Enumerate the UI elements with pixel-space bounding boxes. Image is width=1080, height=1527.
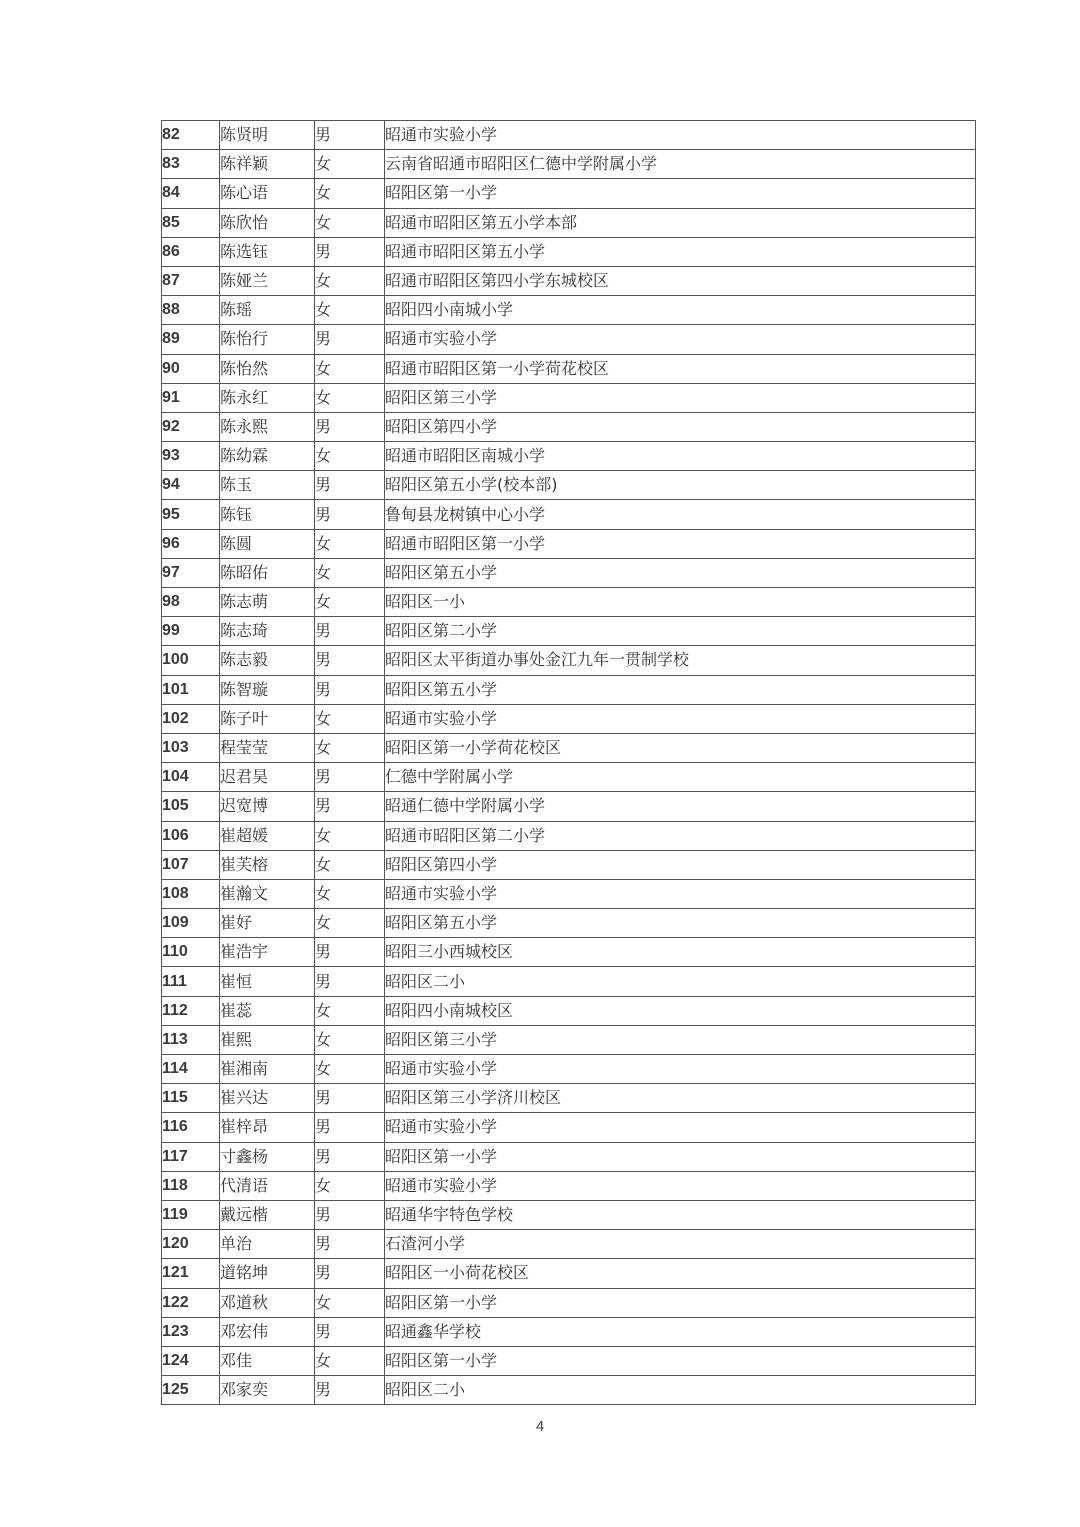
student-gender: 女 (315, 383, 385, 412)
table-row (162, 1259, 976, 1288)
student-school: 昭通市昭阳区第四小学东城校区 (385, 266, 976, 295)
row-number: 114 (162, 1055, 220, 1084)
student-gender: 男 (315, 646, 385, 675)
table-row (162, 1113, 976, 1142)
student-gender: 男 (315, 1259, 385, 1288)
table-row (162, 1025, 976, 1054)
student-school: 昭通市昭阳区第五小学本部 (385, 208, 976, 237)
student-school: 昭阳区第一小学 (385, 1142, 976, 1171)
row-number: 87 (162, 266, 220, 295)
student-school: 昭通市昭阳区第二小学 (385, 821, 976, 850)
table-row (162, 237, 976, 266)
row-number: 94 (162, 471, 220, 500)
student-school: 昭阳区第二小学 (385, 617, 976, 646)
student-school: 昭阳区第一小学荷花校区 (385, 733, 976, 762)
table-row (162, 1230, 976, 1259)
table-row (162, 850, 976, 879)
table-row (162, 412, 976, 441)
table-row (162, 763, 976, 792)
table-row (162, 296, 976, 325)
row-number: 84 (162, 179, 220, 208)
student-school: 昭通市实验小学 (385, 325, 976, 354)
student-name: 崔湘南 (220, 1055, 315, 1084)
table-row (162, 354, 976, 383)
student-gender: 男 (315, 617, 385, 646)
student-name: 陈幼霖 (220, 442, 315, 471)
student-school: 昭阳三小西城校区 (385, 938, 976, 967)
row-number: 121 (162, 1259, 220, 1288)
table-row (162, 1142, 976, 1171)
student-school: 昭阳区第五小学 (385, 909, 976, 938)
student-gender: 女 (315, 296, 385, 325)
student-school: 昭阳区太平街道办事处金江九年一贯制学校 (385, 646, 976, 675)
student-name: 崔浩宇 (220, 938, 315, 967)
row-number: 124 (162, 1346, 220, 1375)
row-number: 118 (162, 1171, 220, 1200)
student-name: 陈永熙 (220, 412, 315, 441)
student-gender: 女 (315, 1025, 385, 1054)
student-gender: 女 (315, 588, 385, 617)
row-number: 101 (162, 675, 220, 704)
table-row (162, 967, 976, 996)
table-row (162, 1317, 976, 1346)
student-gender: 男 (315, 412, 385, 441)
row-number: 120 (162, 1230, 220, 1259)
student-gender: 女 (315, 733, 385, 762)
student-school: 云南省昭通市昭阳区仁德中学附属小学 (385, 150, 976, 179)
row-number: 102 (162, 704, 220, 733)
student-school: 昭通市实验小学 (385, 1171, 976, 1200)
student-school: 昭通市昭阳区第五小学 (385, 237, 976, 266)
student-school: 昭通华宇特色学校 (385, 1200, 976, 1229)
row-number: 105 (162, 792, 220, 821)
student-name: 邓道秋 (220, 1288, 315, 1317)
student-gender: 男 (315, 1376, 385, 1405)
student-name: 陈玉 (220, 471, 315, 500)
row-number: 89 (162, 325, 220, 354)
row-number: 91 (162, 383, 220, 412)
table-row (162, 675, 976, 704)
table-row (162, 325, 976, 354)
student-gender: 男 (315, 1200, 385, 1229)
student-school: 昭通市实验小学 (385, 1113, 976, 1142)
row-number: 92 (162, 412, 220, 441)
table-row (162, 208, 976, 237)
student-name: 陈祥颖 (220, 150, 315, 179)
student-name: 崔好 (220, 909, 315, 938)
student-name: 陈怡行 (220, 325, 315, 354)
student-name: 陈子叶 (220, 704, 315, 733)
student-name: 陈志毅 (220, 646, 315, 675)
student-gender: 男 (315, 1317, 385, 1346)
student-school: 昭通市实验小学 (385, 1055, 976, 1084)
row-number: 93 (162, 442, 220, 471)
student-gender: 男 (315, 938, 385, 967)
student-gender: 女 (315, 909, 385, 938)
student-name: 陈瑶 (220, 296, 315, 325)
table-row (162, 1200, 976, 1229)
student-name: 陈钰 (220, 500, 315, 529)
row-number: 86 (162, 237, 220, 266)
roster-table-body (162, 121, 976, 1405)
row-number: 104 (162, 763, 220, 792)
student-name: 崔蕊 (220, 996, 315, 1025)
student-school: 昭通市实验小学 (385, 121, 976, 150)
student-gender: 女 (315, 442, 385, 471)
student-school: 昭阳区第五小学 (385, 558, 976, 587)
table-row (162, 500, 976, 529)
table-row (162, 996, 976, 1025)
row-number: 88 (162, 296, 220, 325)
row-number: 100 (162, 646, 220, 675)
student-school: 昭阳区第一小学 (385, 1288, 976, 1317)
student-school: 昭通仁德中学附属小学 (385, 792, 976, 821)
row-number: 119 (162, 1200, 220, 1229)
table-row (162, 150, 976, 179)
student-name: 陈智璇 (220, 675, 315, 704)
table-row (162, 1376, 976, 1405)
student-gender: 女 (315, 879, 385, 908)
student-school: 昭通市昭阳区第一小学荷花校区 (385, 354, 976, 383)
table-row (162, 792, 976, 821)
student-name: 单治 (220, 1230, 315, 1259)
student-school: 昭通市昭阳区南城小学 (385, 442, 976, 471)
table-row (162, 471, 976, 500)
student-school: 昭通市昭阳区第一小学 (385, 529, 976, 558)
student-name: 陈心语 (220, 179, 315, 208)
table-row (162, 588, 976, 617)
student-school: 昭阳区第五小学(校本部) (385, 471, 976, 500)
row-number: 96 (162, 529, 220, 558)
student-school: 鲁甸县龙树镇中心小学 (385, 500, 976, 529)
row-number: 110 (162, 938, 220, 967)
student-gender: 男 (315, 1142, 385, 1171)
student-school: 仁德中学附属小学 (385, 763, 976, 792)
student-gender: 女 (315, 1288, 385, 1317)
student-name: 迟君昊 (220, 763, 315, 792)
row-number: 98 (162, 588, 220, 617)
student-school: 昭阳区第四小学 (385, 412, 976, 441)
student-gender: 女 (315, 558, 385, 587)
table-row (162, 121, 976, 150)
student-name: 邓家奕 (220, 1376, 315, 1405)
student-roster-table (161, 120, 976, 1405)
student-school: 昭通鑫华学校 (385, 1317, 976, 1346)
student-school: 昭阳区第三小学济川校区 (385, 1084, 976, 1113)
table-row (162, 383, 976, 412)
table-row (162, 733, 976, 762)
row-number: 123 (162, 1317, 220, 1346)
table-row (162, 821, 976, 850)
student-name: 代清语 (220, 1171, 315, 1200)
student-school: 昭阳区一小 (385, 588, 976, 617)
page-number: 4 (535, 1418, 545, 1435)
row-number: 97 (162, 558, 220, 587)
table-row (162, 1171, 976, 1200)
student-gender: 女 (315, 354, 385, 383)
student-gender: 男 (315, 1113, 385, 1142)
student-gender: 女 (315, 529, 385, 558)
table-row (162, 617, 976, 646)
table-row (162, 1346, 976, 1375)
student-name: 邓宏伟 (220, 1317, 315, 1346)
student-name: 程莹莹 (220, 733, 315, 762)
student-gender: 女 (315, 266, 385, 295)
row-number: 111 (162, 967, 220, 996)
row-number: 122 (162, 1288, 220, 1317)
table-row (162, 646, 976, 675)
student-school: 昭阳区一小荷花校区 (385, 1259, 976, 1288)
student-school: 昭阳区第三小学 (385, 383, 976, 412)
student-school: 昭阳区第一小学 (385, 179, 976, 208)
student-school: 昭通市实验小学 (385, 704, 976, 733)
table-row (162, 909, 976, 938)
row-number: 115 (162, 1084, 220, 1113)
student-school: 昭阳区二小 (385, 967, 976, 996)
table-row (162, 529, 976, 558)
student-school: 昭阳区第五小学 (385, 675, 976, 704)
table-row (162, 1084, 976, 1113)
student-name: 陈怡然 (220, 354, 315, 383)
row-number: 90 (162, 354, 220, 383)
student-gender: 男 (315, 121, 385, 150)
student-name: 邓佳 (220, 1346, 315, 1375)
student-school: 昭阳四小南城小学 (385, 296, 976, 325)
student-school: 昭阳区二小 (385, 1376, 976, 1405)
student-name: 崔超媛 (220, 821, 315, 850)
student-school: 昭阳区第四小学 (385, 850, 976, 879)
row-number: 117 (162, 1142, 220, 1171)
row-number: 116 (162, 1113, 220, 1142)
row-number: 107 (162, 850, 220, 879)
student-gender: 女 (315, 150, 385, 179)
row-number: 109 (162, 909, 220, 938)
student-gender: 女 (315, 821, 385, 850)
student-gender: 男 (315, 967, 385, 996)
student-gender: 女 (315, 850, 385, 879)
table-row (162, 558, 976, 587)
student-name: 陈昭佑 (220, 558, 315, 587)
row-number: 103 (162, 733, 220, 762)
student-gender: 男 (315, 1230, 385, 1259)
student-gender: 女 (315, 208, 385, 237)
student-gender: 男 (315, 763, 385, 792)
student-name: 崔芙榕 (220, 850, 315, 879)
student-gender: 女 (315, 1346, 385, 1375)
student-name: 崔瀚文 (220, 879, 315, 908)
student-name: 崔恒 (220, 967, 315, 996)
student-name: 陈娅兰 (220, 266, 315, 295)
student-school: 昭阳四小南城校区 (385, 996, 976, 1025)
student-name: 陈志萌 (220, 588, 315, 617)
row-number: 108 (162, 879, 220, 908)
student-gender: 女 (315, 996, 385, 1025)
student-name: 陈永红 (220, 383, 315, 412)
row-number: 83 (162, 150, 220, 179)
student-school: 昭通市实验小学 (385, 879, 976, 908)
table-row (162, 1288, 976, 1317)
row-number: 113 (162, 1025, 220, 1054)
student-gender: 男 (315, 471, 385, 500)
student-gender: 男 (315, 792, 385, 821)
student-gender: 男 (315, 675, 385, 704)
student-gender: 男 (315, 1084, 385, 1113)
student-gender: 男 (315, 325, 385, 354)
student-name: 陈贤明 (220, 121, 315, 150)
row-number: 99 (162, 617, 220, 646)
row-number: 95 (162, 500, 220, 529)
student-school: 石渣河小学 (385, 1230, 976, 1259)
student-school: 昭阳区第一小学 (385, 1346, 976, 1375)
student-name: 陈圆 (220, 529, 315, 558)
student-gender: 男 (315, 237, 385, 266)
student-school: 昭阳区第三小学 (385, 1025, 976, 1054)
table-row (162, 179, 976, 208)
row-number: 112 (162, 996, 220, 1025)
table-row (162, 442, 976, 471)
student-gender: 女 (315, 1171, 385, 1200)
student-name: 陈志琦 (220, 617, 315, 646)
student-name: 道铭坤 (220, 1259, 315, 1288)
student-gender: 女 (315, 1055, 385, 1084)
table-row (162, 879, 976, 908)
student-name: 崔兴达 (220, 1084, 315, 1113)
student-name: 戴远楷 (220, 1200, 315, 1229)
table-row (162, 704, 976, 733)
student-gender: 男 (315, 500, 385, 529)
student-name: 迟宽博 (220, 792, 315, 821)
student-name: 陈欣怡 (220, 208, 315, 237)
student-name: 寸鑫杨 (220, 1142, 315, 1171)
row-number: 106 (162, 821, 220, 850)
row-number: 82 (162, 121, 220, 150)
student-name: 崔梓昂 (220, 1113, 315, 1142)
table-row (162, 938, 976, 967)
student-name: 崔熙 (220, 1025, 315, 1054)
student-gender: 女 (315, 179, 385, 208)
table-row (162, 266, 976, 295)
row-number: 125 (162, 1376, 220, 1405)
row-number: 85 (162, 208, 220, 237)
student-name: 陈选钰 (220, 237, 315, 266)
table-row (162, 1055, 976, 1084)
student-gender: 女 (315, 704, 385, 733)
